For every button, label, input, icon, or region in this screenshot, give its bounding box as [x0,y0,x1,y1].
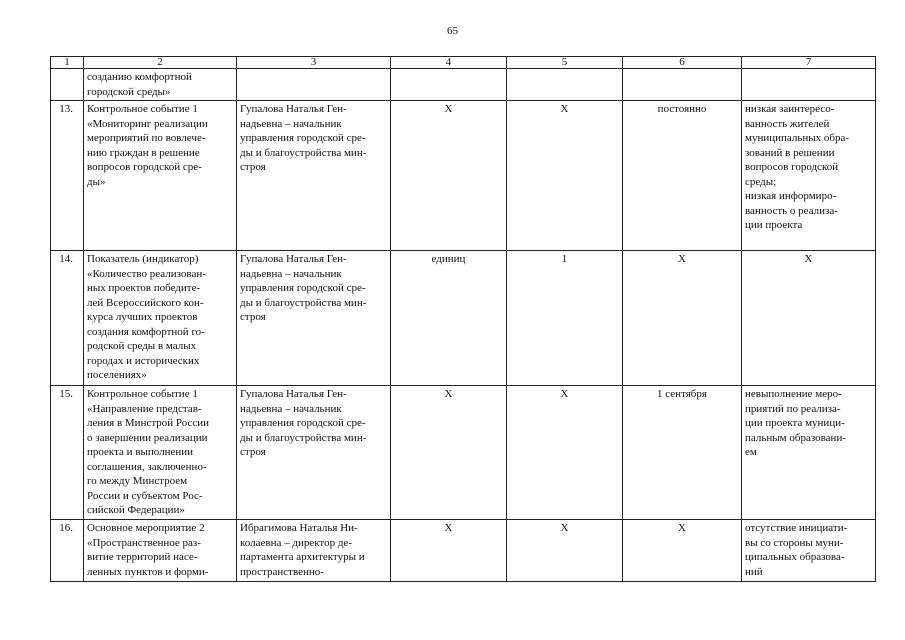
row-responsible [237,69,391,101]
row-deadline: постоянно [623,101,742,251]
row-responsible: Гупалова Наталья Ген- надьевна – начальник управления городской сре- ды и благоустройства мин- строя [237,101,391,251]
row-risks: невыполнение меро- приятий по реализа- ции проекта муници- пальным образовани- ем [742,386,876,520]
row-responsible: Ибрагимова Наталья Ни- колаевна – директор де- партамента архитектуры и пространственно- [237,520,391,582]
row-number [51,69,84,101]
row-description: Контрольное событие 1 «Мониторинг реализации мероприятий по вовлече- нию граждан в решение вопросов городской сре- ды» [84,101,237,251]
table-row [51,386,876,520]
row-number: 16. [51,520,84,582]
table-header-row [51,57,876,69]
header-cell: 2 [84,57,237,69]
table-row [51,101,876,251]
row-value [507,69,623,101]
page-number: 65 [447,25,458,37]
header-cell: 4 [391,57,507,69]
table-row [51,251,876,386]
row-risks: отсутствие инициати- вы со стороны муни- ципальных образова- ний [742,520,876,582]
row-unit: Х [391,101,507,251]
row-value: Х [507,101,623,251]
header-cell: 1 [51,57,84,69]
row-risks: Х [742,251,876,386]
row-unit [391,69,507,101]
header-cell: 7 [742,57,876,69]
row-deadline [623,69,742,101]
row-value: Х [507,520,623,582]
row-deadline: 1 сентября [623,386,742,520]
table-row [51,69,876,101]
row-unit: Х [391,520,507,582]
header-cell: 6 [623,57,742,69]
document-table [50,56,876,582]
row-value: 1 [507,251,623,386]
row-unit: единиц [391,251,507,386]
row-description: Контрольное событие 1 «Направление представ- ления в Минстрой России о завершении реализации проекта и выполнении соглашения, заключенно- го между Минстроем России и субъектом Рос- сийской Федерации» [84,386,237,520]
table-row [51,520,876,582]
row-number: 13. [51,101,84,251]
row-number: 14. [51,251,84,386]
row-unit: Х [391,386,507,520]
row-description: Основное мероприятие 2 «Пространственное раз- витие территорий насе- ленных пунктов и форми- [84,520,237,582]
row-description: созданию комфортной городской среды» [84,69,237,101]
header-cell: 5 [507,57,623,69]
row-deadline: Х [623,251,742,386]
row-deadline: Х [623,520,742,582]
row-description: Показатель (индикатор) «Количество реализован- ных проектов победите- лей Всероссийского кон- курса лучших проектов создания комфортной го- родской среды в малых городах и исторических поселениях» [84,251,237,386]
row-value: Х [507,386,623,520]
row-responsible: Гупалова Наталья Ген- надьевна – начальник управления городской сре- ды и благоустройства мин- строя [237,386,391,520]
row-responsible: Гупалова Наталья Ген- надьевна – начальник управления городской сре- ды и благоустройства мин- строя [237,251,391,386]
row-number: 15. [51,386,84,520]
header-cell: 3 [237,57,391,69]
row-risks [742,69,876,101]
row-risks: низкая заинтересо- ванность жителей муниципальных обра- зований в решении вопросов городской среды; низкая информиро- ванность о реализа- ции проекта [742,101,876,251]
